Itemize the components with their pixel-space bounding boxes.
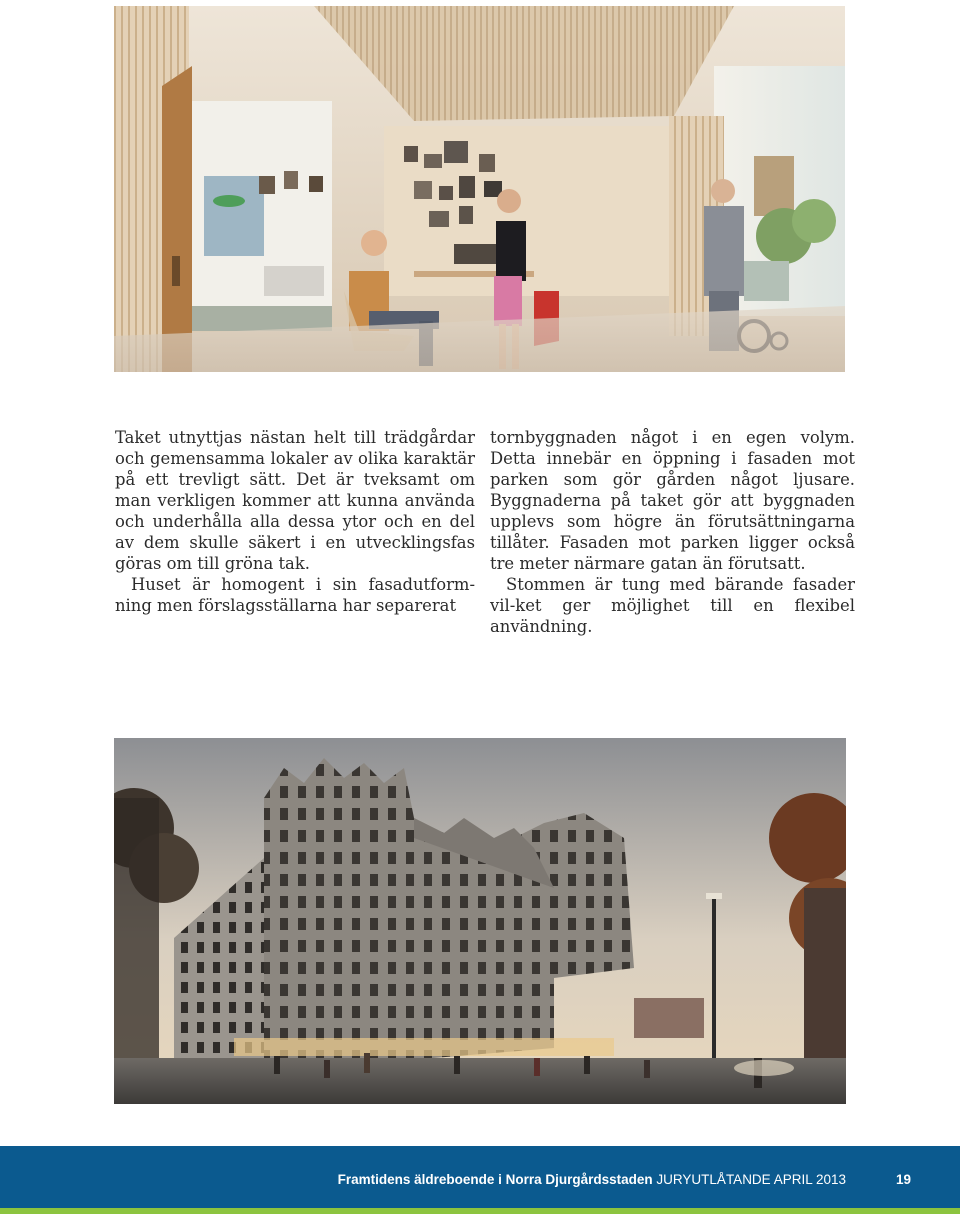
footer-bar bbox=[0, 1146, 960, 1214]
exterior-rendering-image bbox=[114, 738, 846, 1104]
footer-publication-title bbox=[338, 1172, 846, 1187]
body-column-left bbox=[115, 427, 475, 616]
page-number: 19 bbox=[895, 1172, 911, 1187]
footer-subtitle: JURYUTLÅTANDE APRIL 2013 bbox=[656, 1172, 846, 1187]
body-paragraph: Huset är homogent i sin fasadutform-ning men förslagsställarna har separerat bbox=[115, 575, 475, 615]
body-paragraph: Stommen är tung med bärande fasader vil-ket ger möjlighet till en flexibel användning. bbox=[490, 575, 855, 636]
body-paragraph: tornbyggnaden något i en egen volym. Detta innebär en öppning i fasaden mot parken som gör gården något ljusare. Byggnaderna på taket gör att byggnaden upplevs som högre än förutsättningarna tillåter. Fasaden mot parken ligger också tre meter närmare gatan än förutsatt. bbox=[490, 428, 855, 573]
body-column-right bbox=[490, 427, 855, 637]
interior-rendering-image bbox=[114, 6, 845, 372]
body-paragraph: Taket utnyttjas nästan helt till trädgårdar och gemensamma lokaler av olika karaktär på ett trevligt sätt. Det är tveksamt om man verkligen kommer att kunna använda och underhålla alla dessa ytor och en del av dem skulle säkert i en utvecklingsfas göras om till gröna tak. bbox=[115, 428, 475, 573]
footer-title: Framtidens äldreboende i Norra Djurgårdsstaden bbox=[337, 1172, 653, 1187]
